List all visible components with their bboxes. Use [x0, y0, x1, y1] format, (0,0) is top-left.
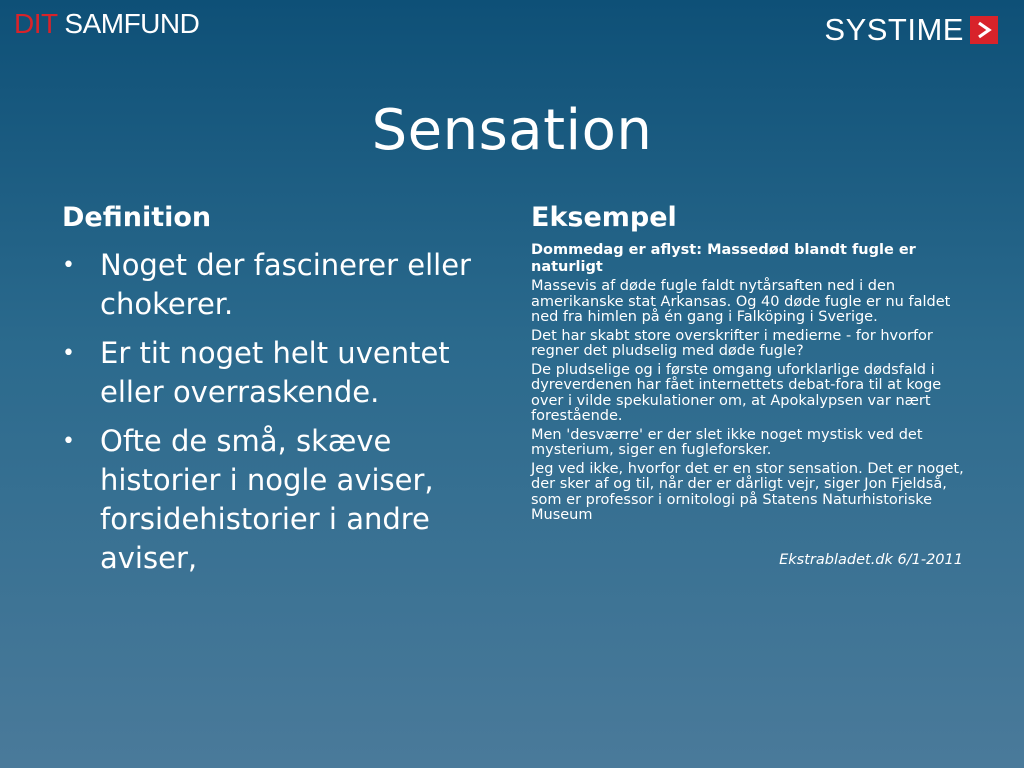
article-paragraph: Men 'desværre' er der slet ikke noget mystisk ved det mysterium, siger en fugleforsker.	[531, 426, 923, 458]
bullet-item: • Ofte de små, skæve historier i nogle aviser, forsidehistorier i andre aviser,	[62, 424, 434, 575]
example-column	[531, 200, 971, 568]
bullet-icon: •	[62, 429, 75, 454]
article-paragraph: Jeg ved ikke, hvorfor det er en stor sensation. Det er noget, der sker af og til, når der er dårligt vejr, siger Jon Fjeldså, som er professor i ornitologi på Statens Naturhistoriske Museum	[531, 460, 964, 523]
bullet-icon: •	[62, 341, 75, 366]
article-source: Ekstrabladet.dk 6/1-2011	[779, 551, 963, 568]
bullet-item: • Er tit noget helt uventet eller overraskende.	[62, 336, 450, 409]
brand-systime: SYSTIME	[824, 12, 964, 47]
definition-column	[62, 200, 502, 588]
article-paragraph: Massevis af døde fugle faldt nytårsaften ned i den amerikanske stat Arkansas. Og 40 døde fugle er nu faldet ned fra himlen på én gang i Falköping i Sverige.	[531, 278, 951, 325]
brand-dit: DIT	[14, 8, 58, 39]
article-headline: Dommedag er aflyst: Massedød blandt fugle er naturligt	[531, 242, 916, 275]
dit-samfund-logo	[14, 8, 199, 40]
chevron-right-icon	[970, 16, 998, 44]
definition-bullets	[62, 246, 502, 578]
slide-title: Sensation	[371, 97, 653, 163]
article-paragraph: De pludselige og i første omgang uforklarlige dødsfald i dyreverdenen har fået internettets debat-fora til at koge over i vilde spekulationer om, at Apokalypsen var nært forestående.	[531, 361, 942, 424]
definition-heading: Definition	[62, 202, 212, 233]
example-heading: Eksempel	[531, 202, 677, 233]
systime-logo	[824, 12, 998, 48]
article-paragraph: Det har skabt store overskrifter i medierne - for hvorfor regner det pludselig med døde fugle?	[531, 327, 933, 359]
brand-samfund: SAMFUND	[64, 8, 200, 39]
bullet-icon: •	[62, 253, 75, 278]
bullet-item: • Noget der fascinerer eller chokerer.	[62, 248, 471, 321]
